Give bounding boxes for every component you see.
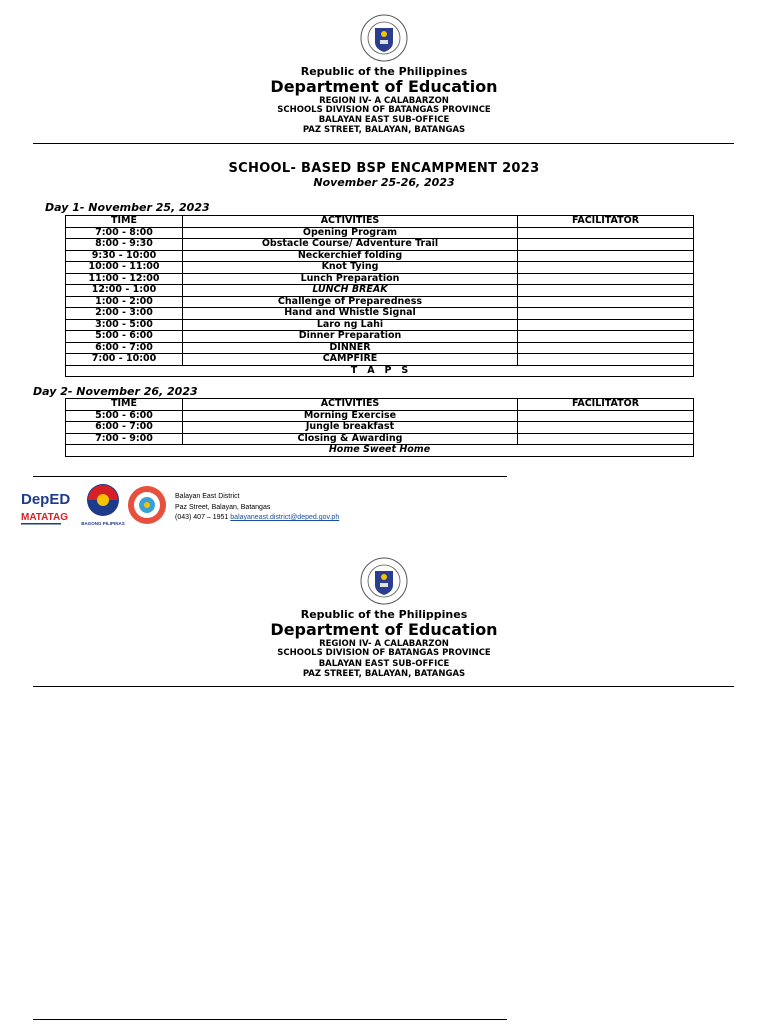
activity-cell: Lunch Preparation [183, 273, 518, 285]
header-divider [33, 143, 734, 144]
column-header-time: TIME [66, 216, 183, 228]
table-header-row [66, 399, 694, 411]
facilitator-cell [518, 308, 694, 320]
facilitator-cell [518, 250, 694, 262]
header-suboffice: BALAYAN EAST SUB-OFFICE [318, 659, 450, 669]
activity-cell: CAMPFIRE [183, 354, 518, 366]
facilitator-cell [518, 262, 694, 274]
header-department: Department of Education [270, 77, 498, 96]
time-cell: 9:30 - 10:00 [66, 250, 183, 262]
header-divider [33, 686, 734, 687]
day1-schedule-table [65, 215, 694, 377]
activity-cell: Morning Exercise [183, 410, 518, 422]
time-cell: 12:00 - 1:00 [66, 285, 183, 297]
facilitator-cell [518, 331, 694, 343]
column-header-facilitator: FACILITATOR [518, 399, 694, 411]
deped-seal-icon [360, 14, 408, 62]
table-row [66, 285, 694, 297]
column-header-facilitator: FACILITATOR [518, 216, 694, 228]
table-row [66, 227, 694, 239]
header-department: Department of Education [270, 620, 498, 639]
table-row [66, 433, 694, 445]
table-closing-row [66, 365, 694, 377]
table-row [66, 239, 694, 251]
header-division: SCHOOLS DIVISION OF BATANGAS PROVINCE [277, 105, 491, 115]
facilitator-cell [518, 296, 694, 308]
time-cell: 10:00 - 11:00 [66, 262, 183, 274]
day1-label: Day 1- November 25, 2023 [45, 201, 210, 214]
table-row [66, 331, 694, 343]
header-republic: Republic of the Philippines [300, 608, 468, 621]
time-cell: 5:00 - 6:00 [66, 410, 183, 422]
facilitator-cell [518, 239, 694, 251]
facilitator-cell [518, 410, 694, 422]
facilitator-cell [518, 354, 694, 366]
header-address: PAZ STREET, BALAYAN, BATANGAS [302, 125, 466, 135]
time-cell: 7:00 - 9:00 [66, 433, 183, 445]
district-seal-icon [127, 485, 167, 525]
activity-cell: Laro ng Lahi [183, 319, 518, 331]
facilitator-cell [518, 433, 694, 445]
time-cell: 8:00 - 9:30 [66, 239, 183, 251]
time-cell: 11:00 - 12:00 [66, 273, 183, 285]
table-row [66, 262, 694, 274]
activity-cell: Dinner Preparation [183, 331, 518, 343]
activity-cell: DINNER [183, 342, 518, 354]
time-cell: 7:00 - 8:00 [66, 227, 183, 239]
table-row [66, 342, 694, 354]
table-row [66, 296, 694, 308]
time-cell: 1:00 - 2:00 [66, 296, 183, 308]
table-row [66, 319, 694, 331]
time-cell: 6:00 - 7:00 [66, 422, 183, 434]
header-address: PAZ STREET, BALAYAN, BATANGAS [302, 669, 466, 679]
activity-cell: Hand and Whistle Signal [183, 308, 518, 320]
table-header-row [66, 216, 694, 228]
footer-divider [33, 476, 507, 477]
facilitator-cell [518, 227, 694, 239]
table-row [66, 273, 694, 285]
facilitator-cell [518, 273, 694, 285]
event-title: SCHOOL- BASED BSP ENCAMPMENT 2023 [228, 161, 540, 176]
column-header-activities: ACTIVITIES [183, 399, 518, 411]
column-header-activities: ACTIVITIES [183, 216, 518, 228]
table-row [66, 410, 694, 422]
time-cell: 3:00 - 5:00 [66, 319, 183, 331]
deped-matatag-logo [20, 484, 72, 526]
footer-street: Paz Street, Balayan, Batangas [175, 503, 271, 511]
activity-cell: Neckerchief folding [183, 250, 518, 262]
activity-cell: Opening Program [183, 227, 518, 239]
footer-contact [175, 492, 339, 524]
table-row [66, 250, 694, 262]
facilitator-cell [518, 319, 694, 331]
column-header-time: TIME [66, 399, 183, 411]
time-cell: 5:00 - 6:00 [66, 331, 183, 343]
activity-cell: Knot Tying [183, 262, 518, 274]
activity-cell: LUNCH BREAK [183, 285, 518, 297]
deped-logo-text: DepED [21, 491, 71, 508]
home-sweet-home-cell: Home Sweet Home [66, 445, 694, 457]
time-cell: 7:00 - 10:00 [66, 354, 183, 366]
time-cell: 6:00 - 7:00 [66, 342, 183, 354]
taps-cell: T A P S [66, 365, 694, 377]
facilitator-cell [518, 342, 694, 354]
footer-district: Balayan East District [175, 493, 240, 500]
footer-divider [33, 1019, 507, 1020]
table-row [66, 308, 694, 320]
activity-cell: Obstacle Course/ Adventure Trail [183, 239, 518, 251]
activity-cell: Challenge of Preparedness [183, 296, 518, 308]
matatag-logo-text: MATATAG [21, 512, 69, 523]
bagong-pilipinas-text: BAGONG PILIPINAS [81, 521, 125, 526]
header-division: SCHOOLS DIVISION OF BATANGAS PROVINCE [277, 648, 491, 658]
time-cell: 2:00 - 3:00 [66, 308, 183, 320]
day2-label: Day 2- November 26, 2023 [33, 385, 198, 398]
facilitator-cell [518, 422, 694, 434]
activity-cell: Closing & Awarding [183, 433, 518, 445]
footer-email-link[interactable]: balayaneast.district@deped.gov.ph [230, 514, 340, 521]
day2-schedule-table [65, 398, 694, 457]
header-republic: Republic of the Philippines [300, 65, 468, 78]
table-row [66, 354, 694, 366]
header-suboffice: BALAYAN EAST SUB-OFFICE [318, 115, 450, 125]
footer-contact-line [175, 513, 339, 524]
footer-phone: (043) 407 – 1951 [175, 514, 229, 521]
event-dates: November 25-26, 2023 [313, 176, 455, 189]
header-region: REGION IV- A CALABARZON [319, 96, 449, 106]
header-region: REGION IV- A CALABARZON [319, 639, 449, 649]
deped-seal-icon [360, 557, 408, 605]
table-row [66, 422, 694, 434]
facilitator-cell [518, 285, 694, 297]
activity-cell: Jungle breakfast [183, 422, 518, 434]
bagong-pilipinas-logo [80, 481, 126, 527]
table-closing-row [66, 445, 694, 457]
